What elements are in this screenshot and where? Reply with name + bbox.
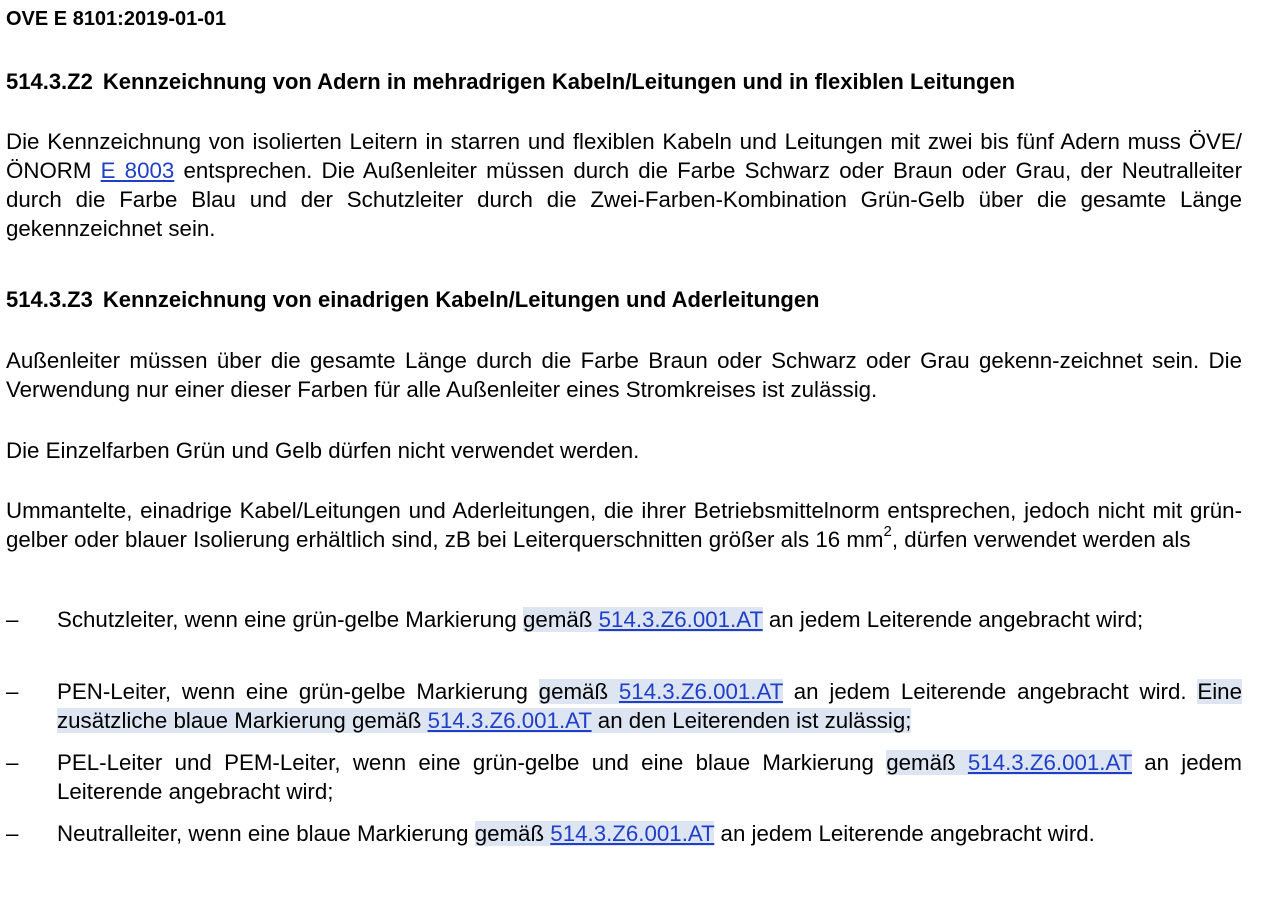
highlight-text: an den Leiterenden ist zulässig; [591, 708, 912, 733]
list-item [6, 748, 1242, 806]
highlight-text: gemäß [886, 750, 956, 775]
list-dash: – [6, 821, 19, 846]
list-text: PEN-Leiter, wenn eine grün-gelbe Markierung [57, 679, 539, 704]
list-text: PEL-Leiter und PEM-Leiter, wenn eine grün-gelbe und eine blaue Markierung [57, 750, 887, 775]
link-514-3-z6-001-at[interactable]: 514.3.Z6.001.AT [967, 750, 1132, 775]
highlight [539, 679, 783, 704]
list-item [6, 677, 1242, 735]
list-dash: – [6, 607, 19, 632]
document-id: OVE E 8101:2019-01-01 [6, 8, 227, 30]
highlight-text: gemäß [474, 821, 545, 846]
link-514-3-z6-001-at[interactable]: 514.3.Z6.001.AT [427, 708, 592, 733]
list-text: an jedem Leiterende angebracht wird. [782, 679, 1198, 704]
link-e-8003[interactable]: E 8003 [100, 158, 175, 183]
paragraph-text: entsprechen. Die Außenleiter müssen durch die Farbe Schwarz oder Braun oder Grau, der Neutralleiter durch die Farbe Blau und der Schutzleiter durch die Zwei-Farben-Kombination Grün-Gelb über die gesamte Länge gekennzeichnet sein. [6, 158, 1242, 241]
section-heading-514-3-z2 [6, 68, 1015, 96]
superscript: 2 [883, 522, 892, 540]
section-title: Kennzeichnung von einadrigen Kabeln/Leitungen und Aderleitungen [102, 287, 820, 312]
list-dash: – [6, 679, 19, 704]
list-text: an jedem Leiterende angebracht wird. [714, 821, 1095, 846]
link-514-3-z6-001-at[interactable]: 514.3.Z6.001.AT [550, 821, 715, 846]
link-514-3-z6-001-at[interactable]: 514.3.Z6.001.AT [618, 679, 783, 704]
list-item [6, 819, 1242, 848]
list-item [6, 605, 1242, 634]
list-dash: – [6, 750, 19, 775]
highlight [475, 821, 715, 846]
highlight [523, 607, 763, 632]
list-text: Neutralleiter, wenn eine blaue Markierung [57, 821, 475, 846]
paragraph-aussenleiter: Außenleiter müssen über die gesamte Länge durch die Farbe Braun oder Schwarz oder Grau gekenn-zeichnet sein. Die Verwendung nur einer dieser Farben für alle Außenleiter eines Stromkreises ist zulässig. [6, 348, 1242, 402]
section-number: 514.3.Z2 [6, 69, 93, 94]
link-514-3-z6-001-at[interactable]: 514.3.Z6.001.AT [598, 607, 763, 632]
section-number: 514.3.Z3 [6, 287, 93, 312]
paragraph-adern-kennzeichnung [6, 127, 1242, 243]
paragraph-ummantelte-kabel [6, 496, 1242, 554]
section-title: Kennzeichnung von Adern in mehradrigen Kabeln/Leitungen und in flexiblen Leitungen [102, 69, 1016, 94]
highlight-text: Eine zusätzliche blaue Markierung gemäß [57, 679, 1242, 733]
highlight-text: gemäß [538, 679, 609, 704]
highlight-text: gemäß [523, 607, 593, 632]
highlight [886, 750, 1132, 775]
list-text: an jedem Leiterende angebracht wird; [762, 607, 1144, 632]
paragraph-text: Ummantelte, einadrige Kabel/Leitungen und Aderleitungen, die ihrer Betriebsmittelnorm entsprechen, jedoch nicht mit grün-gelber oder blauer Isolierung erhältlich sind, zB bei Leiterquerschnitten größer als 16 mm [6, 498, 1242, 552]
paragraph-einzelfarben: Die Einzelfarben Grün und Gelb dürfen nicht verwendet werden. [6, 438, 640, 463]
paragraph-text: , dürfen verwendet werden als [891, 527, 1191, 552]
list-text: an jedem Leiterende angebracht wird; [57, 750, 1243, 804]
paragraph-text: Die Kennzeichnung von isolierten Leitern in starren und flexiblen Kabeln und Leitungen mit zwei bis fünf Adern muss ÖVE/ÖNORM [6, 129, 1242, 183]
list-text: Schutzleiter, wenn eine grün-gelbe Markierung [57, 607, 524, 632]
section-heading-514-3-z3 [6, 286, 820, 314]
